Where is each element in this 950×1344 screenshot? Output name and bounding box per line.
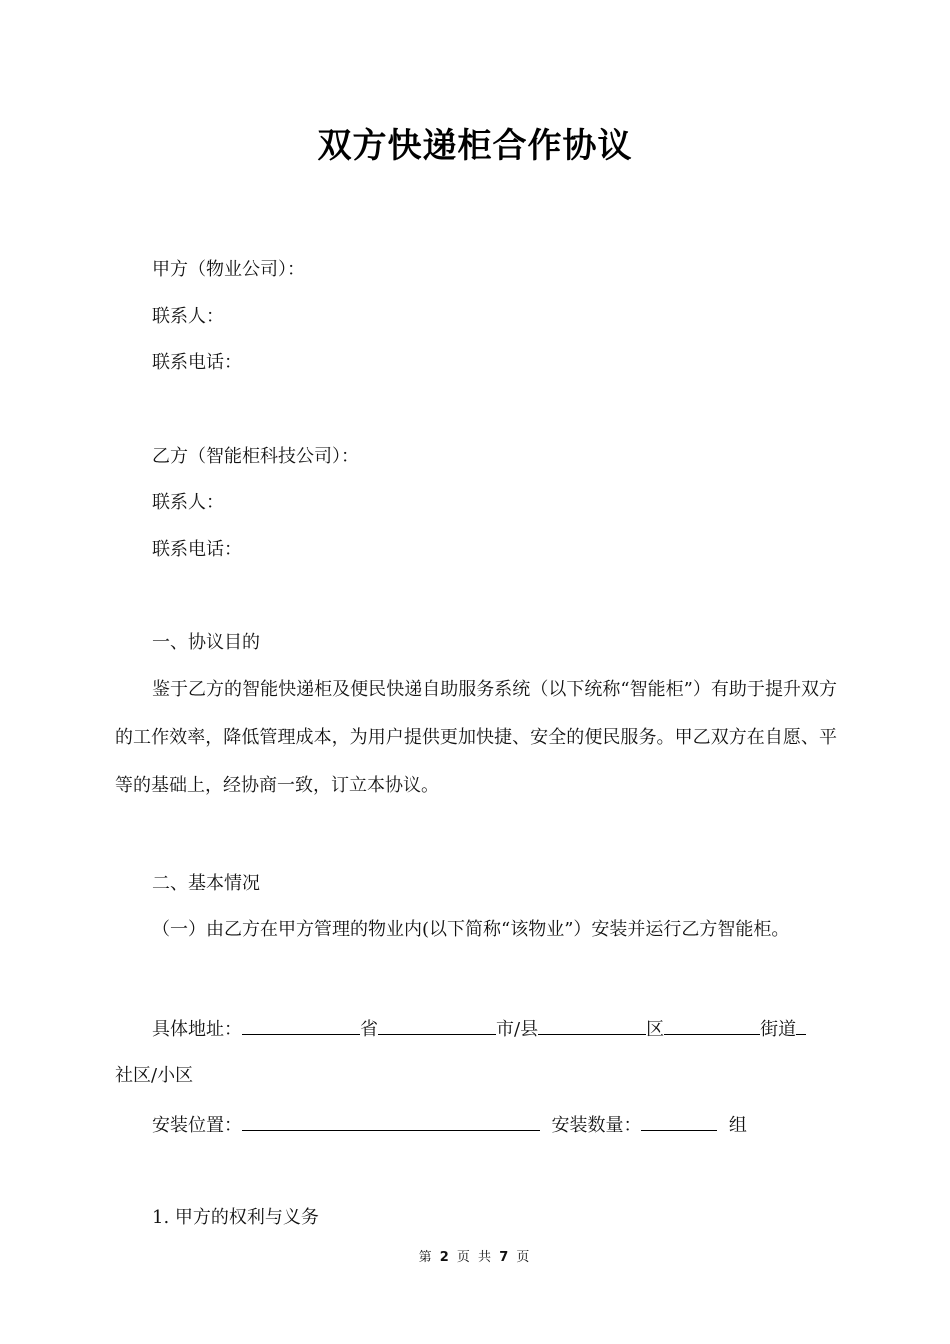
party-a-label: 甲方（物业公司）： <box>152 259 305 280</box>
address-label: 具体地址： <box>152 1019 242 1040</box>
footer-total-pages: 7 <box>499 1250 511 1265</box>
city-blank[interactable] <box>378 1016 496 1035</box>
subsection-1-heading: 1. 甲方的权利与义务 <box>152 1207 319 1228</box>
party-a-contact: 联系人： <box>152 306 224 327</box>
footer-middle: 页 共 <box>456 1250 494 1265</box>
party-b-contact: 联系人： <box>152 492 224 513</box>
street-blank[interactable] <box>664 1016 760 1035</box>
footer-page-number: 2 <box>439 1250 451 1265</box>
city-label: 市/县 <box>496 1019 539 1040</box>
install-location-label: 安装位置： <box>152 1115 242 1136</box>
community-blank[interactable] <box>796 1016 806 1035</box>
district-blank[interactable] <box>538 1016 646 1035</box>
province-label: 省 <box>360 1019 378 1040</box>
footer-suffix: 页 <box>516 1250 532 1265</box>
document-title: 双方快递柜合作协议 <box>317 126 633 166</box>
section1-paragraph: 鉴于乙方的智能快递柜及便民快递自助服务系统（以下统称“智能柜”）有助于提升双方的工作效率，降低管理成本，为用户提供更加快捷、安全的便民服务。甲乙双方在自愿、平等的基础上，经协商一致，订立本协议。 <box>115 679 837 796</box>
community-label: 社区/小区 <box>115 1065 194 1086</box>
install-qty-blank[interactable] <box>641 1112 717 1131</box>
party-a-phone: 联系电话： <box>152 352 242 373</box>
group-unit: 组 <box>728 1115 747 1136</box>
install-qty-label: 安装数量： <box>551 1115 642 1136</box>
install-location-blank[interactable] <box>242 1112 540 1131</box>
party-b-label: 乙方（智能柜科技公司）： <box>152 446 359 467</box>
section2-heading: 二、基本情况 <box>152 873 260 894</box>
district-label: 区 <box>646 1019 665 1040</box>
province-blank[interactable] <box>242 1016 360 1035</box>
section1-heading: 一、协议目的 <box>152 632 260 653</box>
footer-prefix: 第 <box>418 1250 434 1265</box>
address-line <box>152 1016 806 1042</box>
street-label: 街道 <box>760 1019 797 1040</box>
page-footer <box>0 1246 950 1265</box>
install-line <box>152 1112 747 1138</box>
section2-paragraph: （一）由乙方在甲方管理的物业内(以下简称“该物业”）安装并运行乙方智能柜。 <box>152 919 790 940</box>
party-b-phone: 联系电话： <box>152 539 242 560</box>
